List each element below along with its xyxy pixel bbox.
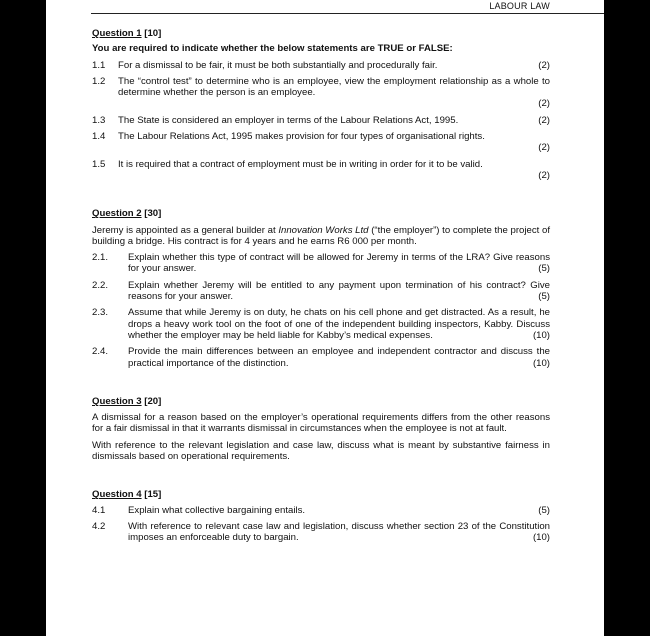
question-3-paragraph-1: A dismissal for a reason based on the employer’s operational requirements differs from the other reasons for a fair dismissal in that it warrants dismissal in circumstances when the employee is not at fault. xyxy=(92,412,550,435)
item-number: 2.3. xyxy=(92,307,109,319)
question-item xyxy=(92,505,550,516)
item-number: 1.5 xyxy=(92,158,106,170)
document-page xyxy=(46,0,604,636)
item-marks: (2) xyxy=(538,59,550,71)
question-item xyxy=(92,346,550,369)
item-marks: (10) xyxy=(532,329,550,341)
question-item xyxy=(92,60,550,71)
item-marks: (10) xyxy=(532,532,550,544)
question-2-scenario xyxy=(92,225,550,248)
item-text: With reference to relevant case law and legislation, discuss whether section 23 of the Constitution imposes an enforceable duty to bargain. xyxy=(128,520,550,544)
scenario-text-b: (“the employer”) to complete the project of building a bridge. His contract is for 4 years and he earns R6 000 per month. xyxy=(92,224,551,247)
item-number: 4.1 xyxy=(92,504,106,516)
question-4-marks: [15] xyxy=(144,489,162,501)
item-marks: (2) xyxy=(538,142,550,154)
item-text: It is required that a contract of employment must be in writing in order for it to be valid. xyxy=(118,158,483,170)
item-marks: (5) xyxy=(538,504,550,516)
item-number: 1.2 xyxy=(92,75,106,87)
question-item xyxy=(92,280,550,303)
item-marks: (2) xyxy=(538,114,550,126)
item-number: 4.2 xyxy=(92,520,106,532)
item-text: Explain whether Jeremy will be entitled to any payment upon termination of his contract? Give reasons for your answer. xyxy=(128,279,550,303)
item-text: The Labour Relations Act, 1995 makes provision for four types of organisational rights. xyxy=(118,131,485,143)
question-item xyxy=(92,159,550,182)
item-text: Explain what collective bargaining entails. xyxy=(128,504,306,516)
item-text: For a dismissal to be fair, it must be both substantially and procedurally fair. xyxy=(118,59,438,71)
question-1-heading xyxy=(92,28,550,39)
question-item xyxy=(92,115,550,126)
item-text: Explain whether this type of contract will be allowed for Jeremy in terms of the LRA? Give reasons for your answer. xyxy=(128,252,550,275)
item-text: Provide the main differences between an employee and independent contractor and discuss the practical importance of the distinction. xyxy=(128,346,550,369)
header-rule xyxy=(91,13,604,14)
question-2-label: Question 2 xyxy=(92,208,142,220)
question-item xyxy=(92,76,550,110)
item-text: The State is considered an employer in terms of the Labour Relations Act, 1995. xyxy=(118,114,459,126)
item-marks: (5) xyxy=(538,263,550,275)
question-1-intro: You are required to indicate whether the below statements are TRUE or FALSE: xyxy=(92,43,453,55)
item-marks: (2) xyxy=(538,98,550,110)
item-marks: (2) xyxy=(538,169,550,181)
item-text: Assume that while Jeremy is on duty, he chats on his cell phone and get distracted. As a result, he drops a heavy work tool on the foot of one of the independent building inspectors, Kabby. Discuss whether the employer may be held liable for Kabby’s medical expenses. xyxy=(128,307,550,341)
item-number: 1.4 xyxy=(92,131,106,143)
question-item xyxy=(92,131,550,154)
question-2-marks: [30] xyxy=(144,208,162,220)
item-marks: (5) xyxy=(538,291,550,303)
question-3-heading xyxy=(92,396,550,407)
question-item xyxy=(92,521,550,544)
document-body xyxy=(92,28,550,549)
item-number: 1.1 xyxy=(92,59,106,71)
running-header: LABOUR LAW xyxy=(489,1,550,11)
question-item xyxy=(92,252,550,275)
question-3-marks: [20] xyxy=(144,395,162,407)
question-1-marks: [10] xyxy=(144,28,162,39)
company-name: Innovation Works Ltd xyxy=(278,224,369,236)
item-text: The “control test” to determine who is an employee, view the employment relationship as a whole to determine whether the person is an employee. xyxy=(118,75,550,99)
question-3-label: Question 3 xyxy=(92,395,142,407)
item-marks: (10) xyxy=(532,357,550,369)
item-number: 2.1. xyxy=(92,252,109,264)
question-4-label: Question 4 xyxy=(92,489,142,501)
item-number: 2.2. xyxy=(92,279,109,291)
item-number: 1.3 xyxy=(92,114,106,126)
question-4-heading xyxy=(92,489,550,500)
question-item xyxy=(92,307,550,341)
question-1-label: Question 1 xyxy=(92,28,142,39)
scenario-text-a: Jeremy is appointed as a general builder at xyxy=(92,224,279,236)
question-2-heading xyxy=(92,208,550,219)
item-number: 2.4. xyxy=(92,346,109,358)
question-3-paragraph-2: With reference to the relevant legislation and case law, discuss what is meant by substantive fairness in dismissals based on operational requirements. xyxy=(92,439,550,463)
